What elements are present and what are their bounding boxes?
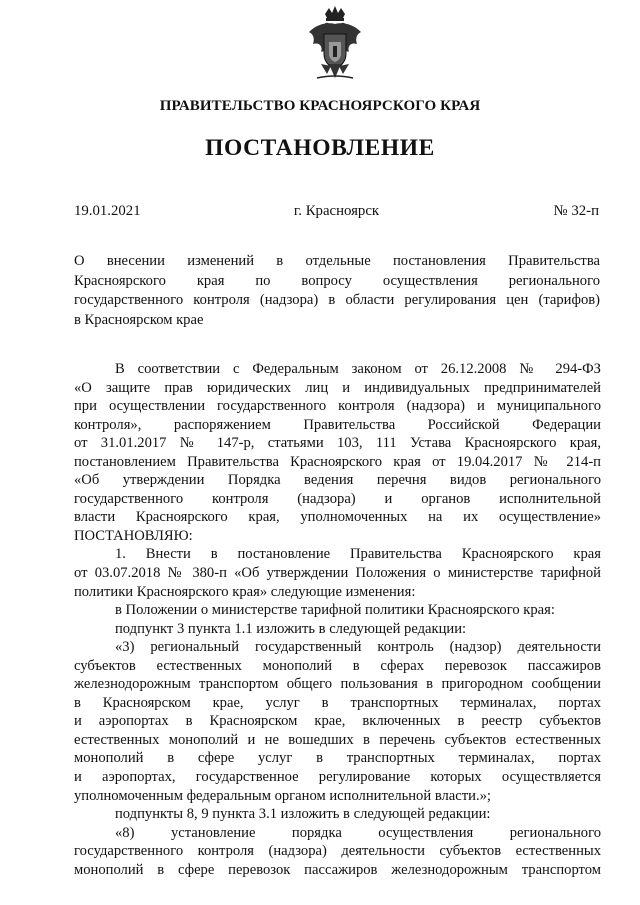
- body-line: в Красноярском крае, услуг в транспортных терминалах, портах: [74, 694, 601, 711]
- body-line: и аэропортах в Красноярском крае, включенных в реестр субъектов: [74, 713, 601, 730]
- body-line: субъектов естественных монополий в сферах перевозок пассажиров: [74, 657, 601, 674]
- document-body: [74, 360, 601, 879]
- document-city: г. Красноярск: [293, 203, 380, 219]
- document-date: 19.01.2021: [74, 203, 141, 219]
- subject-line: Красноярского края по вопросу осуществления регионального: [74, 272, 600, 289]
- document-subject: [74, 252, 600, 330]
- body-line: естественных монополий и не вошедших в перечень субъектов естественных: [74, 731, 601, 748]
- body-line: подпункты 8, 9 пункта 3.1 изложить в следующей редакции:: [115, 806, 491, 823]
- document-meta: [74, 203, 599, 223]
- body-line: постановлением Правительства Красноярского края от 19.04.2017 № 214-п: [74, 453, 601, 470]
- body-line: в Положении о министерстве тарифной политики Красноярского края:: [115, 602, 555, 619]
- body-line: В соответствии с Федеральным законом от 26.12.2008 № 294-ФЗ: [115, 361, 601, 377]
- body-line: от 31.01.2017 № 147-р, статьями 103, 111 Устава Красноярского края,: [74, 435, 601, 452]
- body-line: монополий в сфере перевозок пассажиров железнодорожным транспортом: [74, 861, 601, 878]
- body-line: уполномоченным федеральным органом исполнительной власти.»;: [74, 787, 491, 804]
- body-line: ПОСТАНОВЛЯЮ:: [74, 527, 193, 544]
- document-title: ПОСТАНОВЛЕНИЕ: [205, 135, 435, 161]
- body-line: «О защите прав юридических лиц и индивидуальных предпринимателей: [74, 379, 601, 396]
- body-line: государственного контроля (надзора) деятельности субъектов естественных: [74, 843, 601, 860]
- body-line: при осуществлении государственного контроля (надзора) и муниципального: [74, 398, 601, 415]
- government-heading: ПРАВИТЕЛЬСТВО КРАСНОЯРСКОГО КРАЯ: [159, 98, 481, 114]
- subject-line: государственного контроля (надзора) в области регулирования цен (тарифов): [74, 292, 600, 309]
- document-number: № 32-п: [553, 203, 599, 219]
- body-line: «8) установление порядка осуществления регионального: [115, 824, 601, 841]
- body-line: от 03.07.2018 № 380-п «Об утверждении Положения о министерстве тарифной: [74, 565, 601, 582]
- body-line: монополий в сфере услуг в транспортных терминалах, портах: [74, 750, 601, 767]
- body-line: «Об утверждении Порядка ведения перечня видов регионального: [74, 472, 601, 489]
- body-line: контроля», распоряжением Правительства Российской Федерации: [74, 416, 601, 433]
- body-line: подпункт 3 пункта 1.1 изложить в следующей редакции:: [115, 620, 467, 637]
- body-line: политики Красноярского края» следующие изменения:: [74, 583, 416, 600]
- body-line: железнодорожным транспортом общего пользования в пригородном сообщении: [74, 676, 601, 693]
- subject-line: О внесении изменений в отдельные постановления Правительства: [74, 253, 600, 269]
- body-line: государственного контроля (надзора) и органов исполнительной: [74, 490, 601, 507]
- body-line: 1. Внести в постановление Правительства Красноярского края: [115, 546, 601, 563]
- subject-line: в Красноярском крае: [74, 311, 204, 328]
- body-line: власти Красноярского края, уполномоченных на их осуществление»: [74, 509, 601, 526]
- body-line: и аэропортах, государственное регулирование которых осуществляется: [74, 769, 601, 786]
- coat-of-arms-emblem: [303, 4, 367, 82]
- body-line: «3) региональный государственный контроль (надзор) деятельности: [115, 639, 601, 656]
